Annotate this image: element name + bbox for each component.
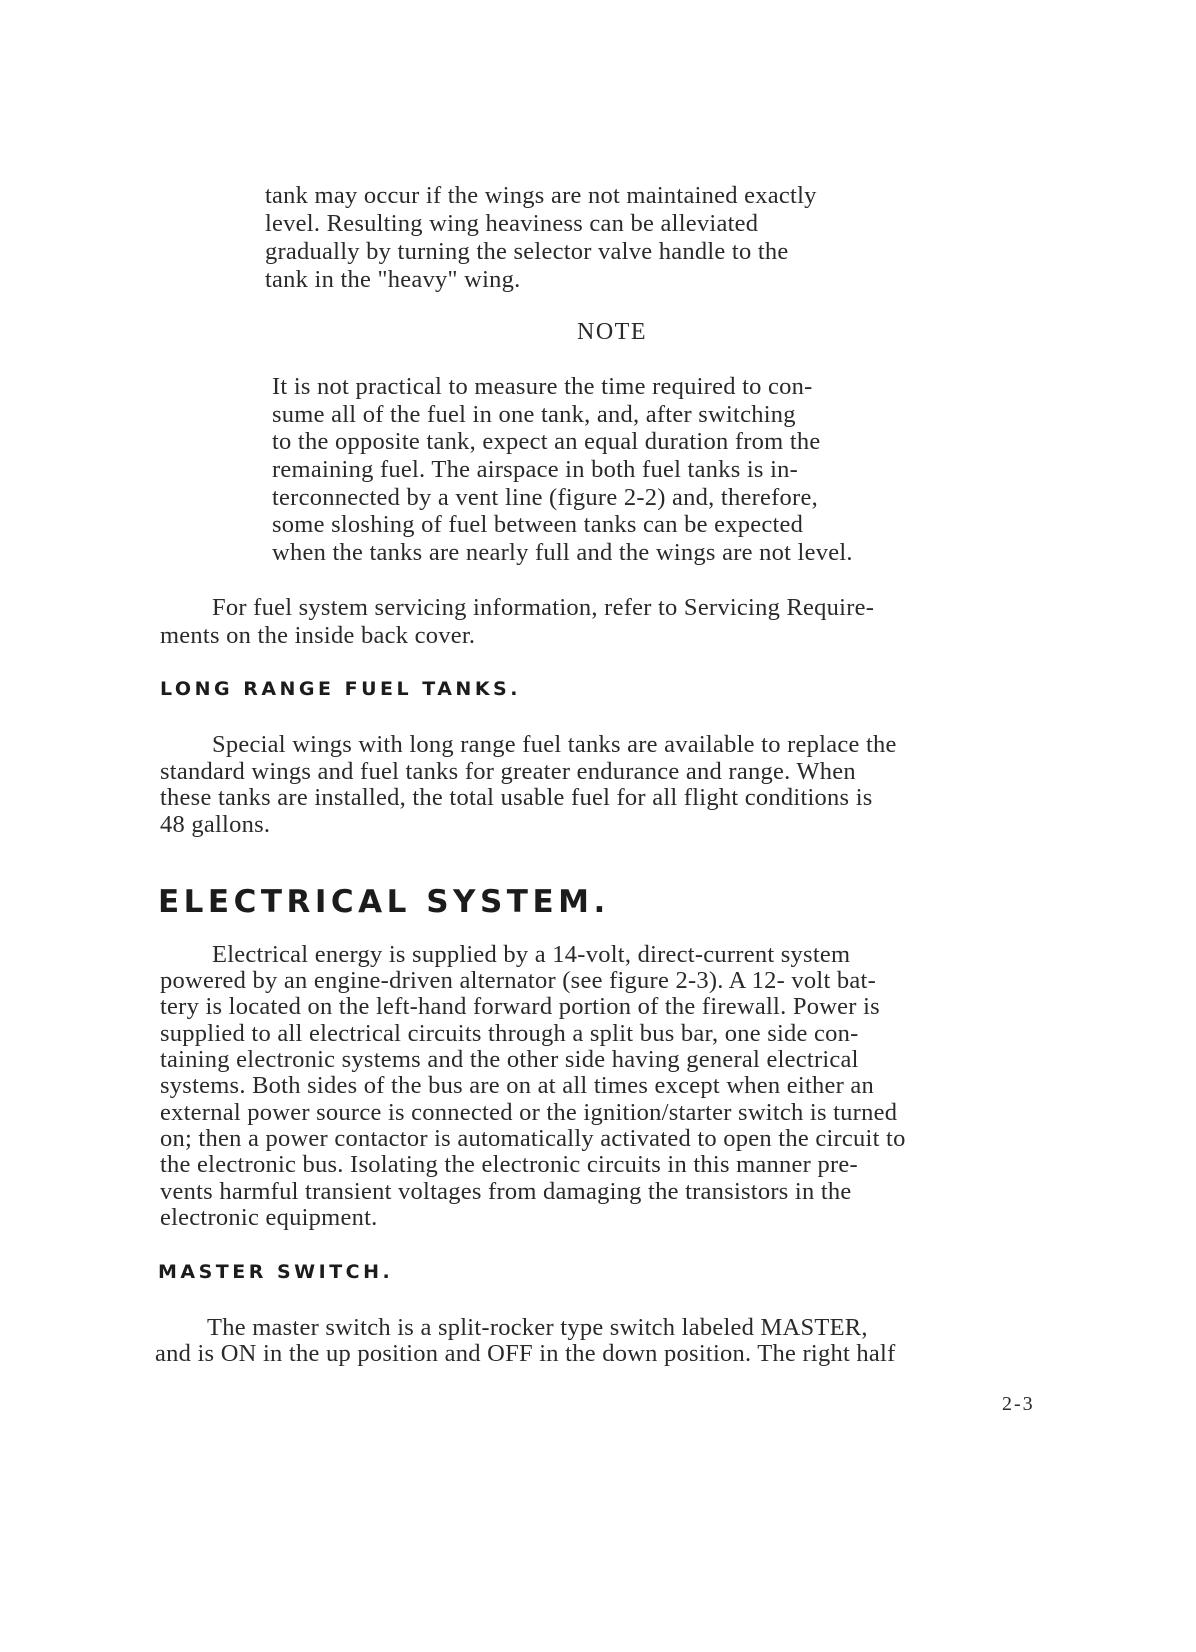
electrical-line-5: taining electronic systems and the other side having general electrical	[160, 1046, 859, 1073]
servicing-line-1: For fuel system servicing information, refer to Servicing Require-	[212, 594, 875, 621]
electrical-line-9: the electronic bus. Isolating the electronic circuits in this manner pre-	[160, 1151, 858, 1178]
electrical-line-3: tery is located on the left-hand forward portion of the firewall. Power is	[160, 993, 880, 1020]
electrical-line-11: electronic equipment.	[160, 1204, 378, 1231]
intro-line-1: tank may occur if the wings are not maintained exactly	[265, 182, 817, 209]
note-line-1: It is not practical to measure the time required to con-	[272, 373, 813, 400]
master-line-1: The master switch is a split-rocker type switch labeled MASTER,	[207, 1314, 868, 1341]
electrical-line-8: on; then a power contactor is automatically activated to open the circuit to	[160, 1125, 906, 1152]
long-range-line-4: 48 gallons.	[160, 811, 271, 838]
electrical-line-1: Electrical energy is supplied by a 14-volt, direct-current system	[212, 941, 851, 968]
long-range-line-3: these tanks are installed, the total usable fuel for all flight conditions is	[160, 784, 873, 811]
master-line-2: and is ON in the up position and OFF in the down position. The right half	[155, 1340, 896, 1367]
long-range-line-2: standard wings and fuel tanks for greater endurance and range. When	[160, 758, 856, 785]
note-line-3: to the opposite tank, expect an equal duration from the	[272, 428, 821, 455]
page-number: 2-3	[1002, 1393, 1035, 1415]
note-line-5: terconnected by a vent line (figure 2-2) and, therefore,	[272, 484, 818, 511]
servicing-line-2: ments on the inside back cover.	[160, 622, 476, 649]
electrical-line-2: powered by an engine-driven alternator (see figure 2-3). A 12- volt bat-	[160, 967, 876, 994]
note-line-4: remaining fuel. The airspace in both fuel tanks is in-	[272, 456, 799, 483]
note-line-7: when the tanks are nearly full and the wings are not level.	[272, 539, 853, 566]
electrical-line-10: vents harmful transient voltages from damaging the transistors in the	[160, 1178, 852, 1205]
intro-line-4: tank in the "heavy" wing.	[265, 266, 521, 293]
master-switch-heading: MASTER SWITCH.	[158, 1261, 394, 1283]
electrical-line-7: external power source is connected or the ignition/starter switch is turned	[160, 1099, 898, 1126]
long-range-line-1: Special wings with long range fuel tanks are available to replace the	[212, 731, 897, 758]
long-range-heading: LONG RANGE FUEL TANKS.	[160, 678, 521, 700]
intro-line-3: gradually by turning the selector valve handle to the	[265, 238, 789, 265]
electrical-line-4: supplied to all electrical circuits through a split bus bar, one side con-	[160, 1020, 859, 1047]
note-line-6: some sloshing of fuel between tanks can be expected	[272, 511, 804, 538]
electrical-line-6: systems. Both sides of the bus are on at all times except when either an	[160, 1072, 875, 1099]
intro-line-2: level. Resulting wing heaviness can be alleviated	[265, 210, 759, 237]
note-line-2: sume all of the fuel in one tank, and, after switching	[272, 401, 796, 428]
electrical-heading: ELECTRICAL SYSTEM.	[158, 884, 610, 920]
note-title: NOTE	[577, 319, 647, 345]
